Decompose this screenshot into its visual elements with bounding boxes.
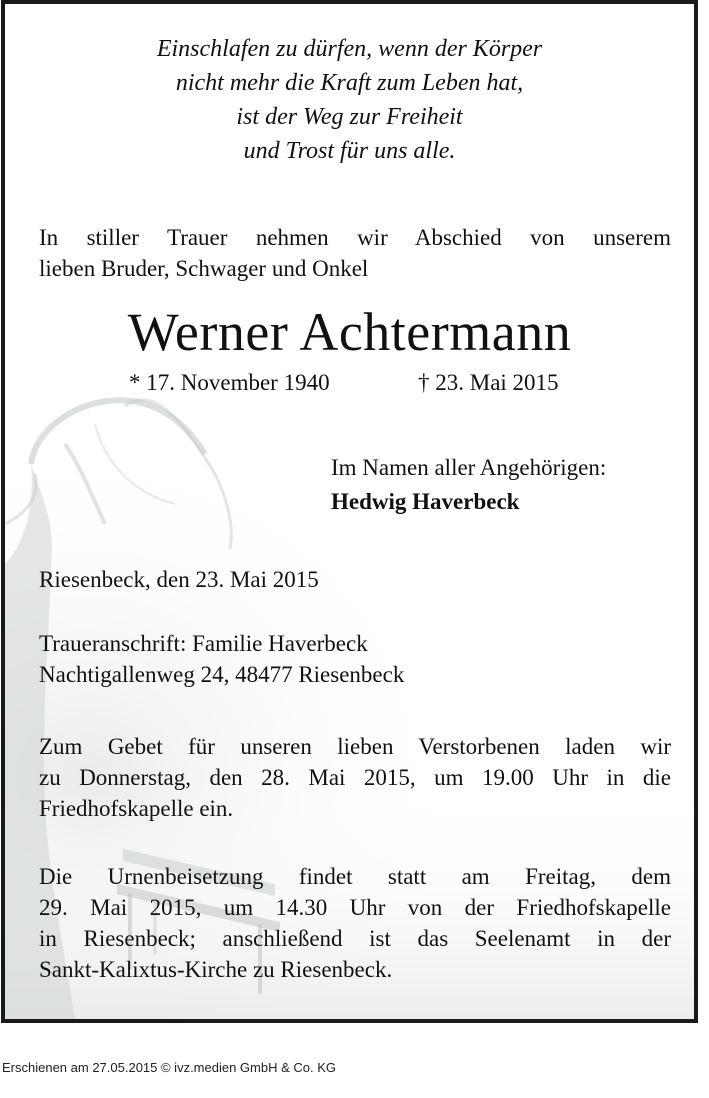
- mourning-address: [39, 628, 671, 690]
- poem-line: nicht mehr die Kraft zum Leben hat,: [175, 70, 524, 96]
- burial-paragraph: [39, 861, 671, 985]
- signer-name: Hedwig Haverbeck: [331, 489, 520, 514]
- birth-date: * 17. November 1940: [129, 370, 330, 395]
- poem-line: Einschlafen zu dürfen, wenn der Körper: [156, 36, 543, 62]
- signer-block: [331, 451, 606, 519]
- signer-label: Im Namen aller Angehörigen:: [331, 455, 607, 480]
- prayer-line: Friedhofskapelle ein.: [39, 796, 234, 821]
- address-line: Traueranschrift: Familie Haverbeck: [39, 631, 368, 656]
- prayer-line: Zum Gebet für unseren lieben Verstorbenen laden wir: [39, 734, 671, 759]
- burial-line: 29. Mai 2015, um 14.30 Uhr von der Friedhofskapelle: [39, 895, 671, 920]
- burial-line: Sankt-Kalixtus-Kirche zu Riesenbeck.: [39, 957, 393, 982]
- place-date-text: Riesenbeck, den 23. Mai 2015: [39, 567, 319, 592]
- obituary-notice: [1, 0, 698, 1023]
- intro-line: lieben Bruder, Schwager und Onkel: [39, 256, 369, 281]
- intro-line: In stiller Trauer nehmen wir Abschied von unserem: [39, 225, 671, 250]
- burial-line: in Riesenbeck; anschließend ist das Seelenamt in der: [39, 926, 671, 951]
- place-date: [39, 564, 671, 595]
- poem-line: und Trost für uns alle.: [243, 138, 456, 164]
- intro-paragraph: [39, 222, 671, 284]
- prayer-paragraph: [39, 731, 671, 824]
- poem: [5, 32, 694, 168]
- burial-line: Die Urnenbeisetzung findet statt am Freitag, dem: [39, 864, 671, 889]
- publication-footer: Erschienen am 27.05.2015 © ivz.medien GmbH & Co. KG: [2, 1060, 337, 1075]
- prayer-line: zu Donnerstag, den 28. Mai 2015, um 19.00 Uhr in die: [39, 765, 671, 790]
- poem-line: ist der Weg zur Freiheit: [236, 104, 463, 130]
- deceased-name: Werner Achtermann: [127, 302, 572, 362]
- death-date: † 23. Mai 2015: [418, 370, 559, 395]
- address-line: Nachtigallenweg 24, 48477 Riesenbeck: [39, 662, 405, 687]
